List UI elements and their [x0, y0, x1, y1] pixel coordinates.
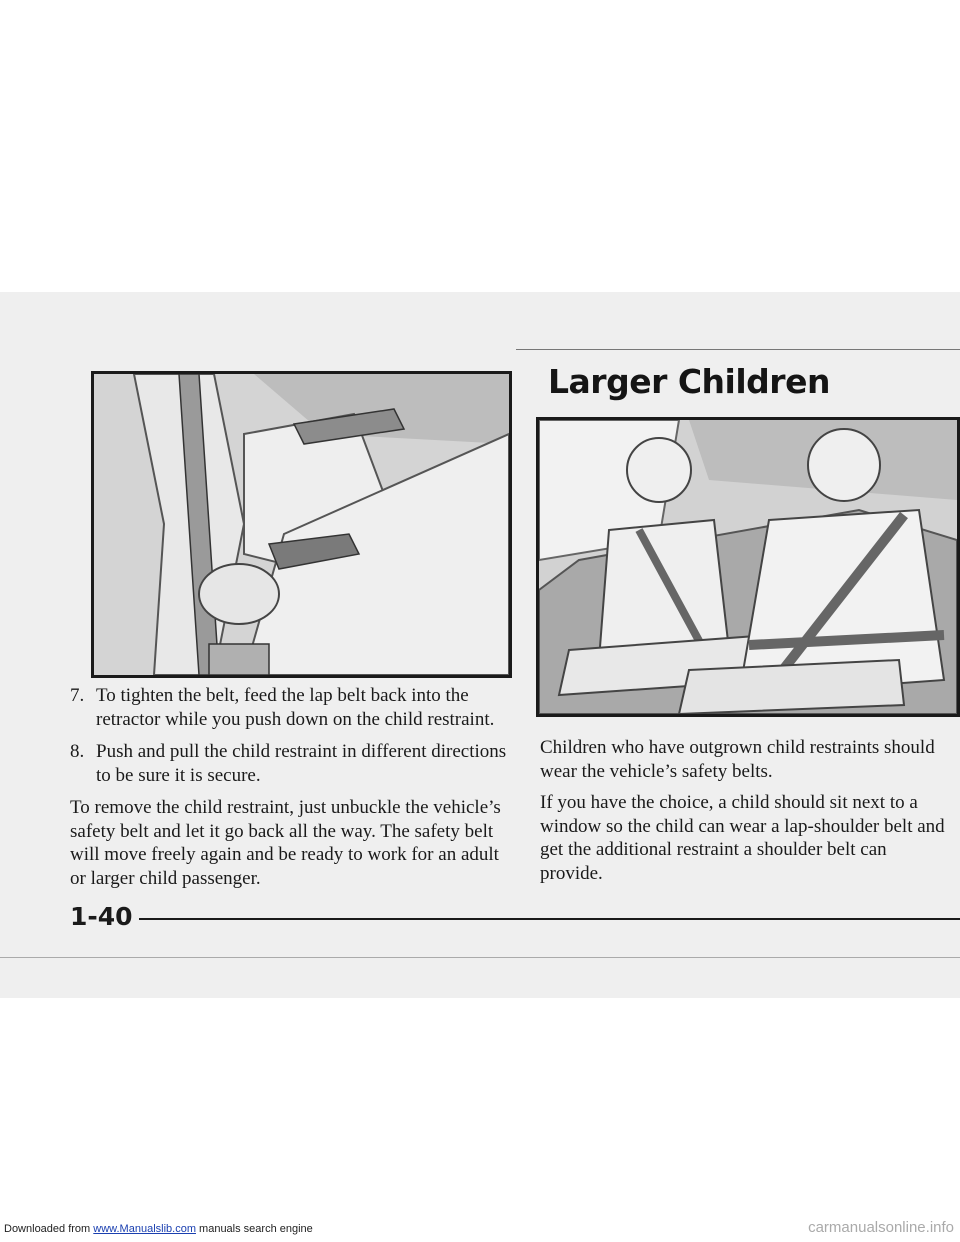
scan-edge-line	[0, 957, 960, 958]
remove-restraint-paragraph: To remove the child restraint, just unbuckle the vehicle’s safety belt and let it go back all the way. The safety belt will move freely again and be ready to work for an adult or larger child passenger.	[70, 797, 501, 889]
download-suffix: manuals search engine	[195, 1223, 313, 1235]
step-text: Push and pull the child restraint in different directions to be sure it is secure.	[96, 741, 507, 786]
section-rule	[516, 349, 960, 350]
step-number: 8.	[70, 741, 85, 762]
download-prefix: Downloaded from	[4, 1223, 94, 1235]
step-text: To tighten the belt, feed the lap belt back into the retractor while you push down on the child restraint.	[96, 685, 495, 730]
watermark: carmanualsonline.info	[808, 1219, 954, 1236]
section-title: Larger Children	[548, 362, 830, 401]
outgrown-restraints-paragraph: Children who have outgrown child restraints should wear the vehicle’s safety belts.	[540, 737, 935, 782]
download-source-bar	[4, 1223, 313, 1235]
larger-children-illustration	[536, 417, 960, 717]
manualslib-link[interactable]: www.Manualslib.com	[93, 1223, 196, 1235]
step-number: 7.	[70, 685, 85, 706]
footer-rule	[118, 918, 960, 920]
left-text-column	[70, 684, 510, 898]
step-7	[70, 684, 510, 731]
window-seat-paragraph: If you have the choice, a child should sit next to a window so the child can wear a lap-shoulder belt and get the additional restraint a shoulder belt can provide.	[540, 792, 945, 884]
step-8	[70, 740, 510, 787]
right-text-column	[540, 736, 950, 893]
page-number: 1-40	[70, 902, 139, 931]
child-restraint-illustration	[91, 371, 512, 678]
